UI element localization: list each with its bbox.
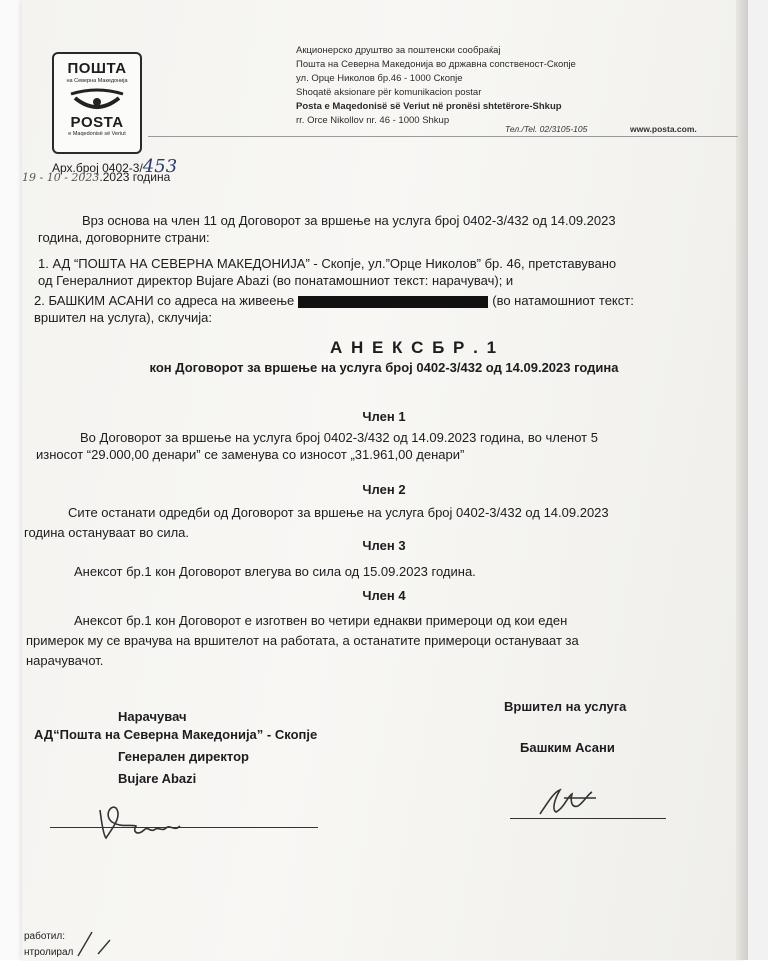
party-1-line-2: од Генералниот директор Bujare Abazi (во понатамошниот текст: нарачувач); и: [38, 273, 514, 288]
letterhead-line: Shoqatë aksionare për komunikacion postar: [296, 87, 482, 98]
article-3-line-1: Анексот бр.1 кон Договорот влегува во сила од 15.09.2023 година.: [74, 564, 476, 579]
post-horn-icon: [65, 86, 129, 116]
date-suffix: .2023 година: [99, 170, 171, 184]
letterhead-divider: [148, 136, 738, 137]
letterhead-line: Акционерско друштво за поштенски сообраќај: [296, 45, 501, 56]
letterhead-website: www.posta.com.: [630, 124, 697, 134]
logo-top-text: ПОШТА: [67, 60, 127, 77]
posta-logo: [52, 52, 142, 154]
party-2-text-after: (во натамошниот текст:: [492, 293, 634, 308]
party-1-line-1: 1. АД “ПОШТА НА СЕВЕРНА МАКЕДОНИЈА” - Скопје, ул.”Орце Николов” бр. 46, претставувано: [38, 256, 617, 271]
letterhead-line: Пошта на Северна Македонија во државна сопственост-Скопје: [296, 59, 576, 70]
article-1-title: Член 1: [362, 409, 406, 424]
article-1-line-2: износот “29.000,00 денари” се заменува со износот „31.961,00 денари”: [36, 447, 465, 462]
party-2-text: 2. БАШКИМ АСАНИ со адреса на живеење: [34, 293, 295, 308]
signatory-left-name: Bujare Abazi: [118, 771, 197, 786]
article-4-line-2: примерок му се врачува на вршителот на работата, а останатите примероци остануваат за: [26, 633, 579, 648]
letterhead-line: Posta e Maqedonisë së Veriut në pronësi shtetërore-Shkup: [296, 101, 562, 112]
logo-bottom-text: POSTA: [70, 114, 124, 131]
signatory-left-role: Нарачувач: [118, 709, 187, 724]
article-3-title: Член 3: [362, 538, 406, 553]
letterhead-line: ул. Орце Николов бр.46 - 1000 Скопје: [296, 73, 463, 84]
annex-subtitle: кон Договорот за вршење на услуга број 0402-3/432 од 14.09.2023 година: [149, 360, 619, 375]
signature-line-left: [50, 827, 318, 828]
background-right: [748, 0, 768, 960]
archive-label: Арх.број 0402-3/: [52, 161, 143, 175]
document-date: [22, 170, 170, 184]
signatory-left-title: Генерален директор: [118, 749, 249, 764]
signature-line-right: [510, 818, 666, 819]
intro-line-1: Врз основа на член 11 од Договорот за вршење на услуга број 0402-3/432 од 14.09.2023: [82, 213, 616, 228]
letterhead-line: rr. Orce Nikollov nr. 46 - 1000 Shkup: [296, 115, 450, 126]
party-2-line-1: [34, 292, 634, 309]
redaction-bar: [298, 296, 488, 308]
footer-controlled: нтролирал: [24, 947, 74, 958]
footer-prepared: работил:: [24, 931, 65, 942]
letterhead-phone: Тел./Tel. 02/3105-105: [505, 124, 588, 134]
article-2-line-1: Сите останати одредби од Договорот за вршење на услуга број 0402-3/432 од 14.09.2023: [68, 505, 609, 520]
annex-title: А Н Е К С Б Р . 1: [329, 338, 499, 357]
signature-right: [534, 784, 604, 820]
date-handwritten: 19 - 10 - 2023: [22, 171, 100, 184]
signature-left: [92, 796, 202, 846]
article-1-line-1: Во Договорот за вршење на услуга број 0402-3/432 од 14.09.2023 година, во членот 5: [80, 430, 598, 445]
article-4-line-1: Анексот бр.1 кон Договорот е изготвен во четири еднакви примероци од кои еден: [74, 613, 568, 628]
signatory-right-name: Башким Асани: [520, 740, 615, 755]
archive-handwritten-number: 453: [142, 156, 178, 177]
signatory-left-organization: АД“Пошта на Северна Македонија” - Скопје: [34, 727, 318, 742]
page-edge: [736, 0, 748, 960]
letterhead-text: [296, 44, 576, 128]
signatory-right-role: Вршител на услуга: [504, 699, 627, 714]
article-4-title: Член 4: [362, 588, 406, 603]
footer-initials: [74, 928, 124, 958]
article-2-title: Член 2: [362, 482, 406, 497]
article-4-line-3: нарачувачот.: [26, 653, 104, 668]
background-left: [0, 0, 22, 960]
article-2-line-2: година остануваат во сила.: [24, 525, 190, 540]
logo-bottom-subtext: e Maqedonisë së Veriut: [68, 131, 126, 137]
party-2-line-2: вршител на услуга), склучија:: [34, 310, 213, 325]
logo-top-subtext: на Северна Македонија: [66, 78, 128, 84]
intro-line-2: година, договорните страни:: [38, 230, 210, 245]
